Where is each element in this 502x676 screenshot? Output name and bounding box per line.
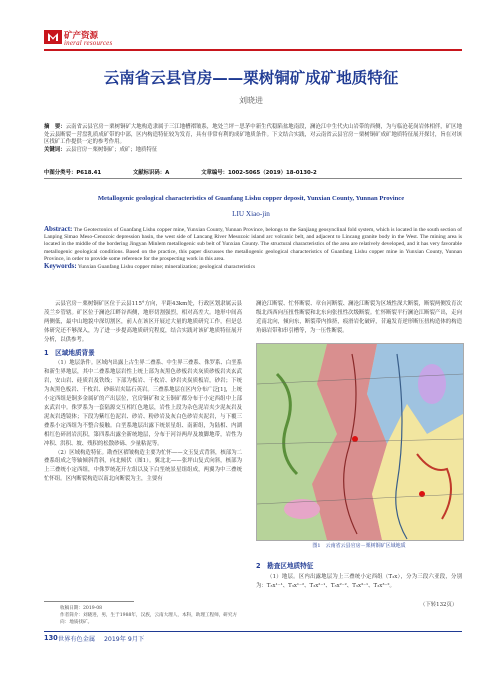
article-number: 文章编号：1002-5065（2019）18-0130-2: [201, 170, 317, 176]
article-meta-row: [44, 168, 462, 176]
abstract-en-text: The Geotectonics of Guanfang Lishu copper mine, Yunxian County, Yunnan Province, belongs to the Sanjiang geosynclinal fold system, which is located in the south section of Lanping Simao Meso-Cenozoic depression basin, the west side of Lancang River Mesozoic island arc volcanic belt, and adjacent to Lincang granite body in the West. The mining area is located in the middle of the bordering Jingyan Minlem metallogenic sub belt of Yunxian County. The structural characteristics of the area are relatively developed, and it has very favorable metallogenic geological conditions. Based on the practice, this paper discusses the metallogenic geological characteristics of Guanfang Lishu copper mine in Yunxian County, Yunnan Province, in order to provide some reference for the prospecting work in this area.: [44, 227, 462, 262]
journal-section-en: ineral resources: [64, 39, 113, 47]
footnote-received: 收稿日期：2019-08: [60, 606, 103, 611]
journal-section-cn: 矿产资源: [64, 31, 99, 41]
header-divider: [44, 49, 462, 51]
abstract-divider: [44, 178, 462, 179]
abstract-cn-text: 云南省云县官房－栗树铜矿大地构造隶属于三江地槽褶皱系，地处兰坪－思茅中新生代稳陷盆地南段，澜沧江中生代火山岩带的西侧，为与临沧花岗岩体相伴，矿区地处云县断裂－营盘乳质成矿带的中部，区内构造特征较为发育，具有非常有利的成矿地质条件。下文结合实践，对云南省云县官房－栗树铜矿成矿地质特征展开探讨，旨在对该区找矿工作提供一定的参考作用。: [44, 124, 462, 146]
figure-caption: 图1 云南省云县官房－栗树铜矿区域地质: [312, 543, 406, 549]
abstract-label: 摘 要：: [44, 124, 66, 130]
left-column: [44, 300, 242, 484]
journal-name: 世界有色金属: [58, 636, 96, 643]
right-column-paragraph: 澜沧江断裂、忙怀断裂、章台河断裂、澜沧江断裂为区域性深大断裂，断裂两侧发育次级北西西向压扭性断裂和北东向张扭性次级断裂。忙怀断裂平行澜沧江断裂产出，走向近南北向，倾向东，断裂带内推挤，痕滑岩化破碎，昔遍发育逆形断压扭构造体的构造角砾岩带和串引槽等，为一压性断裂。: [256, 301, 462, 334]
keywords-label: 关键词：: [44, 146, 66, 153]
keywords-en-text: Yunxian Guanfang Lishu copper mine; mineralization; geological characteristics: [77, 264, 256, 271]
geological-map-image: [257, 344, 463, 540]
footnote: [60, 605, 242, 626]
keywords-en-label: Keywords:: [44, 262, 77, 271]
document-code: 文献标识码：A: [132, 170, 170, 176]
abstract-cn: [44, 124, 462, 154]
intro-paragraph: 云县官房－栗树铜矿区位于云县115°方向，平距43km处，行政区划隶属云县茂兰乡管辖。矿区位于澜沧江畔谷西侧，地形切割强烈，相对高差大。地形中间高两侧低，最中山地貌中深切割区，前人在该区开展过大量的地质研究工作，但是总体研究还不够深入，为了进一步提高地质研究程度，结合实践对该矿地质特征展开分析，以供参考。: [44, 301, 242, 343]
abstract-en-label: Abstract:: [44, 225, 73, 233]
clc-number: 中图分类号：P618.41: [44, 170, 102, 176]
footnote-divider: [44, 601, 134, 602]
journal-logo-icon: [44, 30, 62, 44]
section-1-paragraph-1: （1）地层条件。区域内出露上古生界二叠系、中生界三叠系、侏罗系、白垩系和新生界地层，其中二叠系地层岩性上统上部为灰黑色砂板岩夹灰质砂板岩夹玄武岩，安山岩、硅质岩及铁线；下部为板岩、千枚岩、砂岩夹炭质板岩，砂岩；下统为灰黑色板岩、千枚岩、砂砾岩夹锰石英岩。三叠系地层在区内分布广泛[1]，上统小定西组是铜多金属矿的产出层位，官房铜矿和文玉铜矿都分布于小定西组中上部玄武岩中。侏罗系为一套陆源交互相红色地层，岩性上段为杂色泥岩夹少泥灰岩及泥灰岩透镜体；下段为紫红色泥岩、砂岩、粉砂岩及灰白色砂岩夹泥岩，与下覆三叠系小定西组为不整合接触。白垩系地层出露下统景星组、南新组，为陆相、内湖相红色碎屑岩沉积，第四系出露全新统地层，分布于河谷两岸及坡脚地带，岩性为冲积、洪积、坡、残积的松散砂砾、少量粘泥等。: [44, 360, 242, 447]
section-1-heading: 1 区域地质背景: [44, 348, 95, 357]
article-author: 刘晓进: [239, 96, 263, 105]
footer-divider: [44, 631, 462, 632]
section-2-heading: 2 勘查区地质特征: [256, 562, 314, 570]
right-column-top: [256, 300, 462, 336]
keywords-cn-text: 云县官房－栗树铜矿；成矿；地质特征: [65, 146, 158, 153]
article-author-en: LIU Xiao-jin: [232, 210, 270, 218]
journal-issue: 2019年 9月下: [104, 636, 145, 643]
footnote-author: 作者简介：刘晓进，男，生于1988年，汉族，云南大理人，本科，助理工程师，研究方向：地质找矿。: [60, 613, 238, 625]
section-1-paragraph-2: （2）区域构造特征。勘查区褶皱构造主要为忙怀——文玉复式背斜，核部为二叠系组成之等轴倾斜背斜，向北倾伏（图1）。翼北北——张坪山复式向斜，核部为上三叠统小定西组，中侏罗统花开左组以及下白垩统景星组组成，两翼为中三叠统忙怀组。区内断裂构造以南北向断裂为主，主要有: [44, 449, 242, 483]
right-column-bottom: [256, 558, 462, 591]
section-2-paragraph: （1）地层。区内出露地层为上三叠统小定西组（T₃x），分为三段六亚段，分别为：T₃x¹⁻¹、T₃x¹⁻²、T₃x²⁻¹、T₃x²⁻²、T₃x³⁻¹、T₃x³⁻²。: [256, 573, 462, 589]
page-number: 130: [44, 634, 58, 642]
abstract-en: [44, 226, 462, 271]
continued-note: （下转132页）: [420, 602, 458, 608]
article-title: 云南省云县官房——栗树铜矿成矿地质特征: [103, 69, 399, 87]
article-title-en: Metallogenic geological characteristics of Guanfang Lishu copper deposit, Yunxian County, Yunnan Province: [97, 195, 405, 202]
geological-map-figure: [256, 343, 464, 541]
